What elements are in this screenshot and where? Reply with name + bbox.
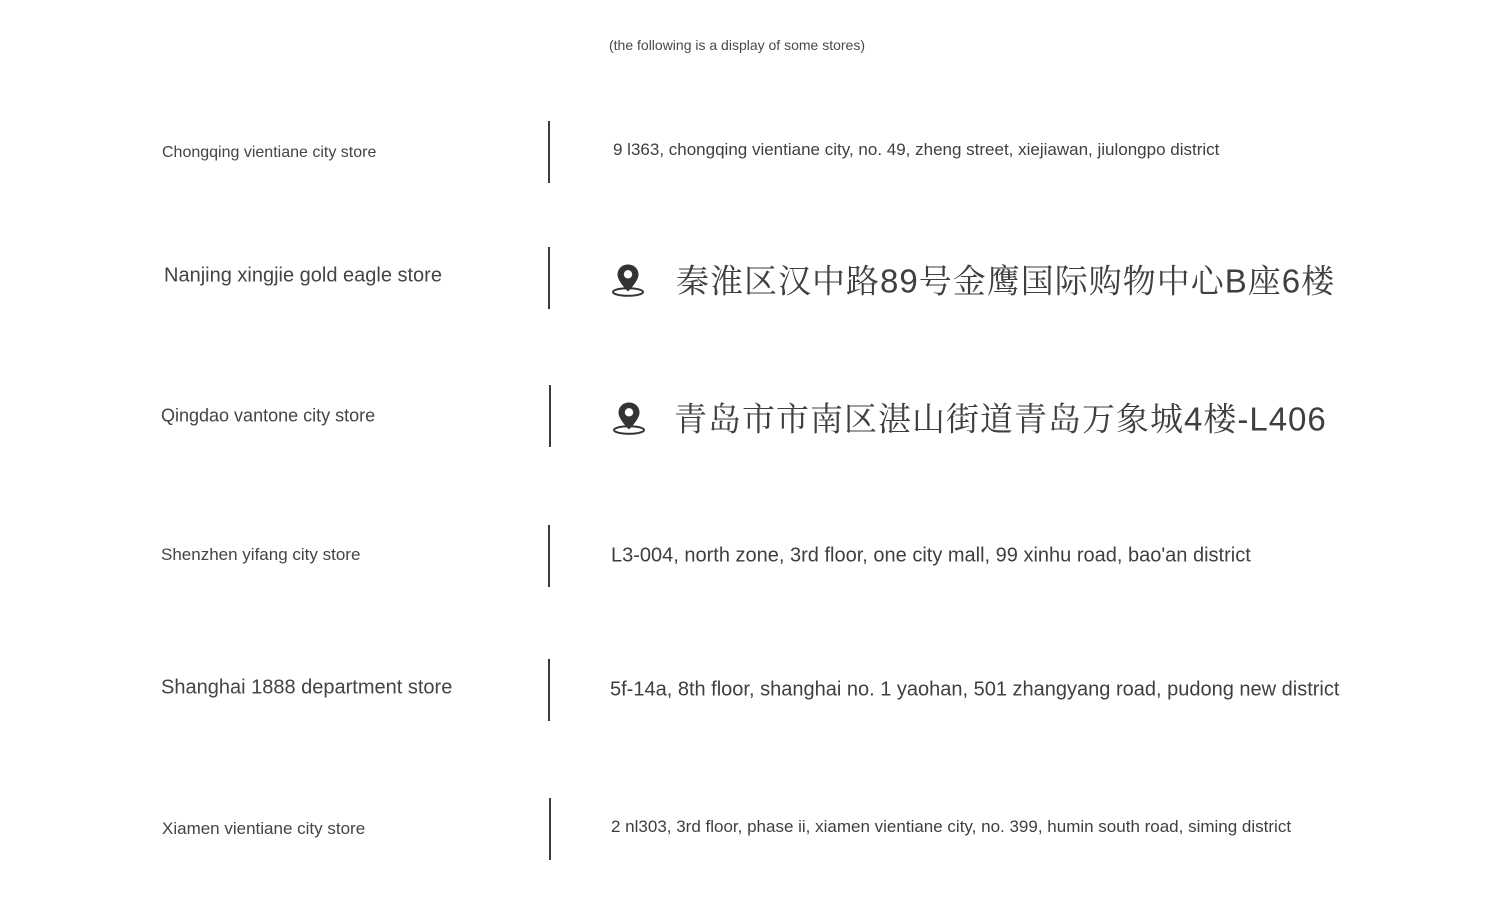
location-pin-icon	[611, 399, 647, 435]
store-row-shanghai	[0, 659, 1500, 723]
row-divider	[548, 247, 550, 309]
store-address: 5f-14a, 8th floor, shanghai no. 1 yaohan, 501 zhangyang road, pudong new district	[610, 678, 1340, 701]
store-list-intro: (the following is a display of some stores)	[609, 37, 865, 53]
store-row-shenzhen	[0, 525, 1500, 589]
row-divider	[549, 798, 551, 860]
store-address: 秦淮区汉中路89号金鹰国际购物中心B座6楼	[676, 262, 1336, 300]
store-name: Nanjing xingjie gold eagle store	[164, 264, 442, 287]
store-row-qingdao	[0, 385, 1500, 449]
store-name: Qingdao vantone city store	[161, 405, 376, 426]
store-address-block	[610, 678, 1339, 701]
row-divider	[548, 121, 550, 183]
row-divider	[548, 659, 550, 721]
store-name: Shenzhen yifang city store	[161, 545, 361, 565]
store-name: Xiamen vientiane city store	[162, 818, 366, 838]
store-address-block	[611, 544, 1251, 567]
store-address: 9 l363, chongqing vientiane city, no. 49, zheng street, xiejiawan, jiulongpo district	[613, 140, 1220, 160]
store-address-block	[611, 394, 1327, 441]
store-address: L3-004, north zone, 3rd floor, one city mall, 99 xinhu road, bao'an district	[611, 544, 1251, 567]
row-divider	[548, 525, 550, 587]
location-pin-icon	[610, 261, 646, 297]
store-address-block	[611, 817, 1291, 837]
store-address-block	[613, 140, 1219, 160]
store-address: 2 nl303, 3rd floor, phase ii, xiamen vientiane city, no. 399, humin south road, siming district	[611, 817, 1292, 837]
store-name: Chongqing vientiane city store	[162, 144, 377, 161]
store-address-block	[610, 256, 1335, 303]
store-row-chongqing	[0, 121, 1500, 185]
store-name: Shanghai 1888 department store	[161, 676, 453, 699]
store-row-xiamen	[0, 798, 1500, 862]
store-address: 青岛市市南区湛山街道青岛万象城4楼-L406	[674, 400, 1327, 438]
store-row-nanjing	[0, 247, 1500, 311]
row-divider	[549, 385, 551, 447]
